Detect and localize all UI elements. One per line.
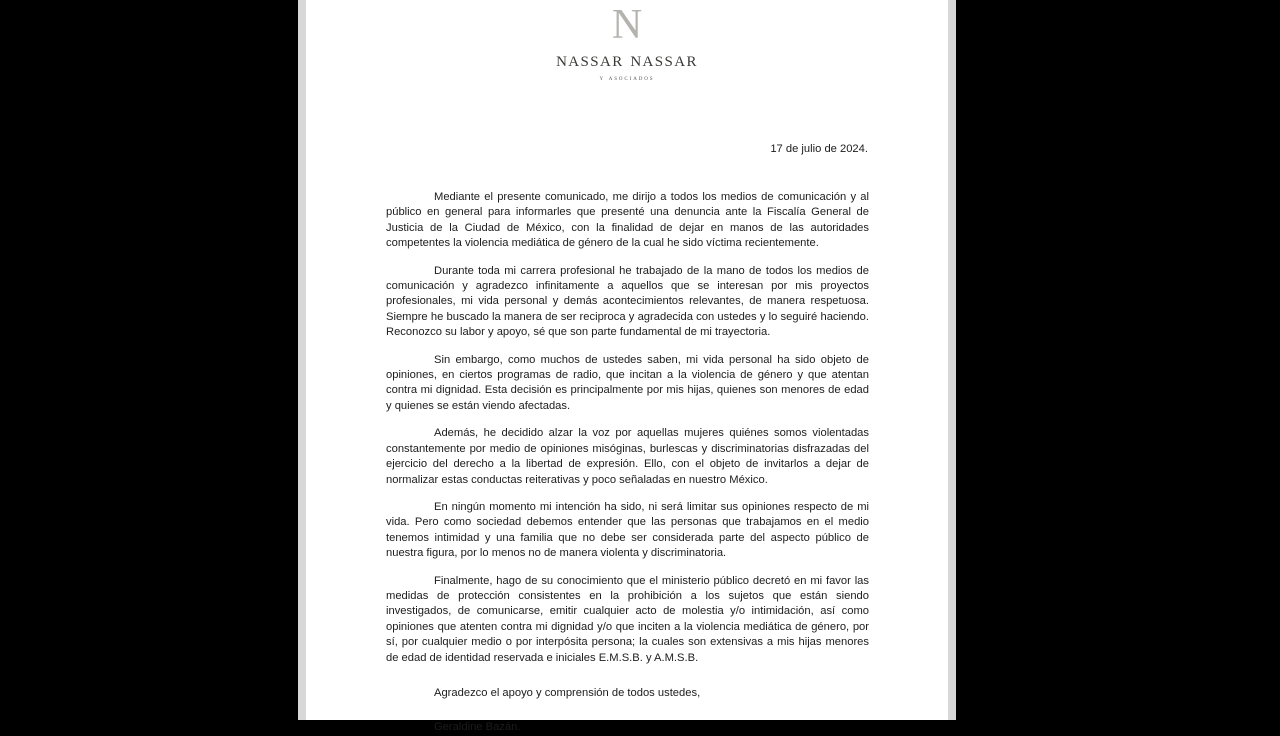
letterhead [306, 0, 948, 84]
document-page [306, 0, 948, 734]
paragraph: Mediante el presente comunicado, me dirijo a todos los medios de comunicación y al público en general para informarles que presenté una denuncia ante la Fiscalía General de Justicia de la Ciudad de México, con la finalidad de dejar en manos de las autoridades competentes la violencia mediática de género de la cual he sido víctima recientemente. [386, 191, 869, 250]
page-gutter-left [298, 0, 306, 720]
paragraph: Durante toda mi carrera profesional he trabajado de la mano de todos los medios de comunicación y agradezco infinitamente a aquellos que se interesan por mis proyectos profesionales, mi vida personal y demás acontecimientos relevantes, de manera respetuosa. Siempre he buscado la manera de ser reciproca y agradecida con ustedes y lo seguiré haciendo. Reconozco su labor y apoyo, sé que son parte fundamental de mi trayectoria. [386, 264, 869, 339]
firm-name: nassar nassar [556, 47, 698, 71]
paragraph: En ningún momento mi intención ha sido, ni será limitar sus opiniones respecto de mi vida. Pero como sociedad debemos entender que las personas que trabajamos en el medio tenemos intimidad y una familia que no debe ser considerada parte del aspecto público de nuestra figura, por lo menos no de manera violenta y discriminatoria. [386, 500, 869, 560]
signature-name: Geraldine Bazán. [434, 721, 521, 734]
firm-subtitle: y asociados [599, 74, 655, 82]
paragraph: Además, he decidido alzar la voz por aquellas mujeres quiénes somos violentadas constantemente por medio de opiniones misóginas, burlescas y discriminatorias disfrazadas del ejercicio del derecho a la libertad de expresión. Ello, con el objeto de invitarlos a dejar de normalizar estas conductas reiterativas y poco señaladas en nuestro México. [386, 427, 869, 486]
closing-thanks: Agradezco el apoyo y comprensión de todos ustedes, [434, 686, 701, 699]
date-line: 17 de julio de 2024. [770, 143, 868, 155]
paragraph: Sin embargo, como muchos de ustedes saben, mi vida personal ha sido objeto de opiniones, en ciertos programas de radio, que incitan a la violencia de género y que atentan contra mi dignidad. Esta decisión es principalmente por mis hijas, quienes son menores de edad y quienes se están viendo afectadas. [386, 353, 869, 412]
paragraph: Finalmente, hago de su conocimiento que el ministerio público decretó en mi favor las medidas de protección consistentes en la prohibición a los sujetos que están siendo investigados, de comunicarse, emitir cualquier acto de molestia y/o intimidación, así como opiniones que atenten contra mi dignidad y/o que inciten a la violencia mediática de género, por sí, por cualquier medio o por interpósita persona; la cuales son extensivas a mis hijas menores de edad de identidad reservada e iniciales E.M.S.B. y A.M.S.B. [386, 574, 869, 664]
page-gutter-right [948, 0, 956, 720]
letter-body [385, 142, 869, 736]
firm-monogram-icon: N [611, 2, 643, 48]
